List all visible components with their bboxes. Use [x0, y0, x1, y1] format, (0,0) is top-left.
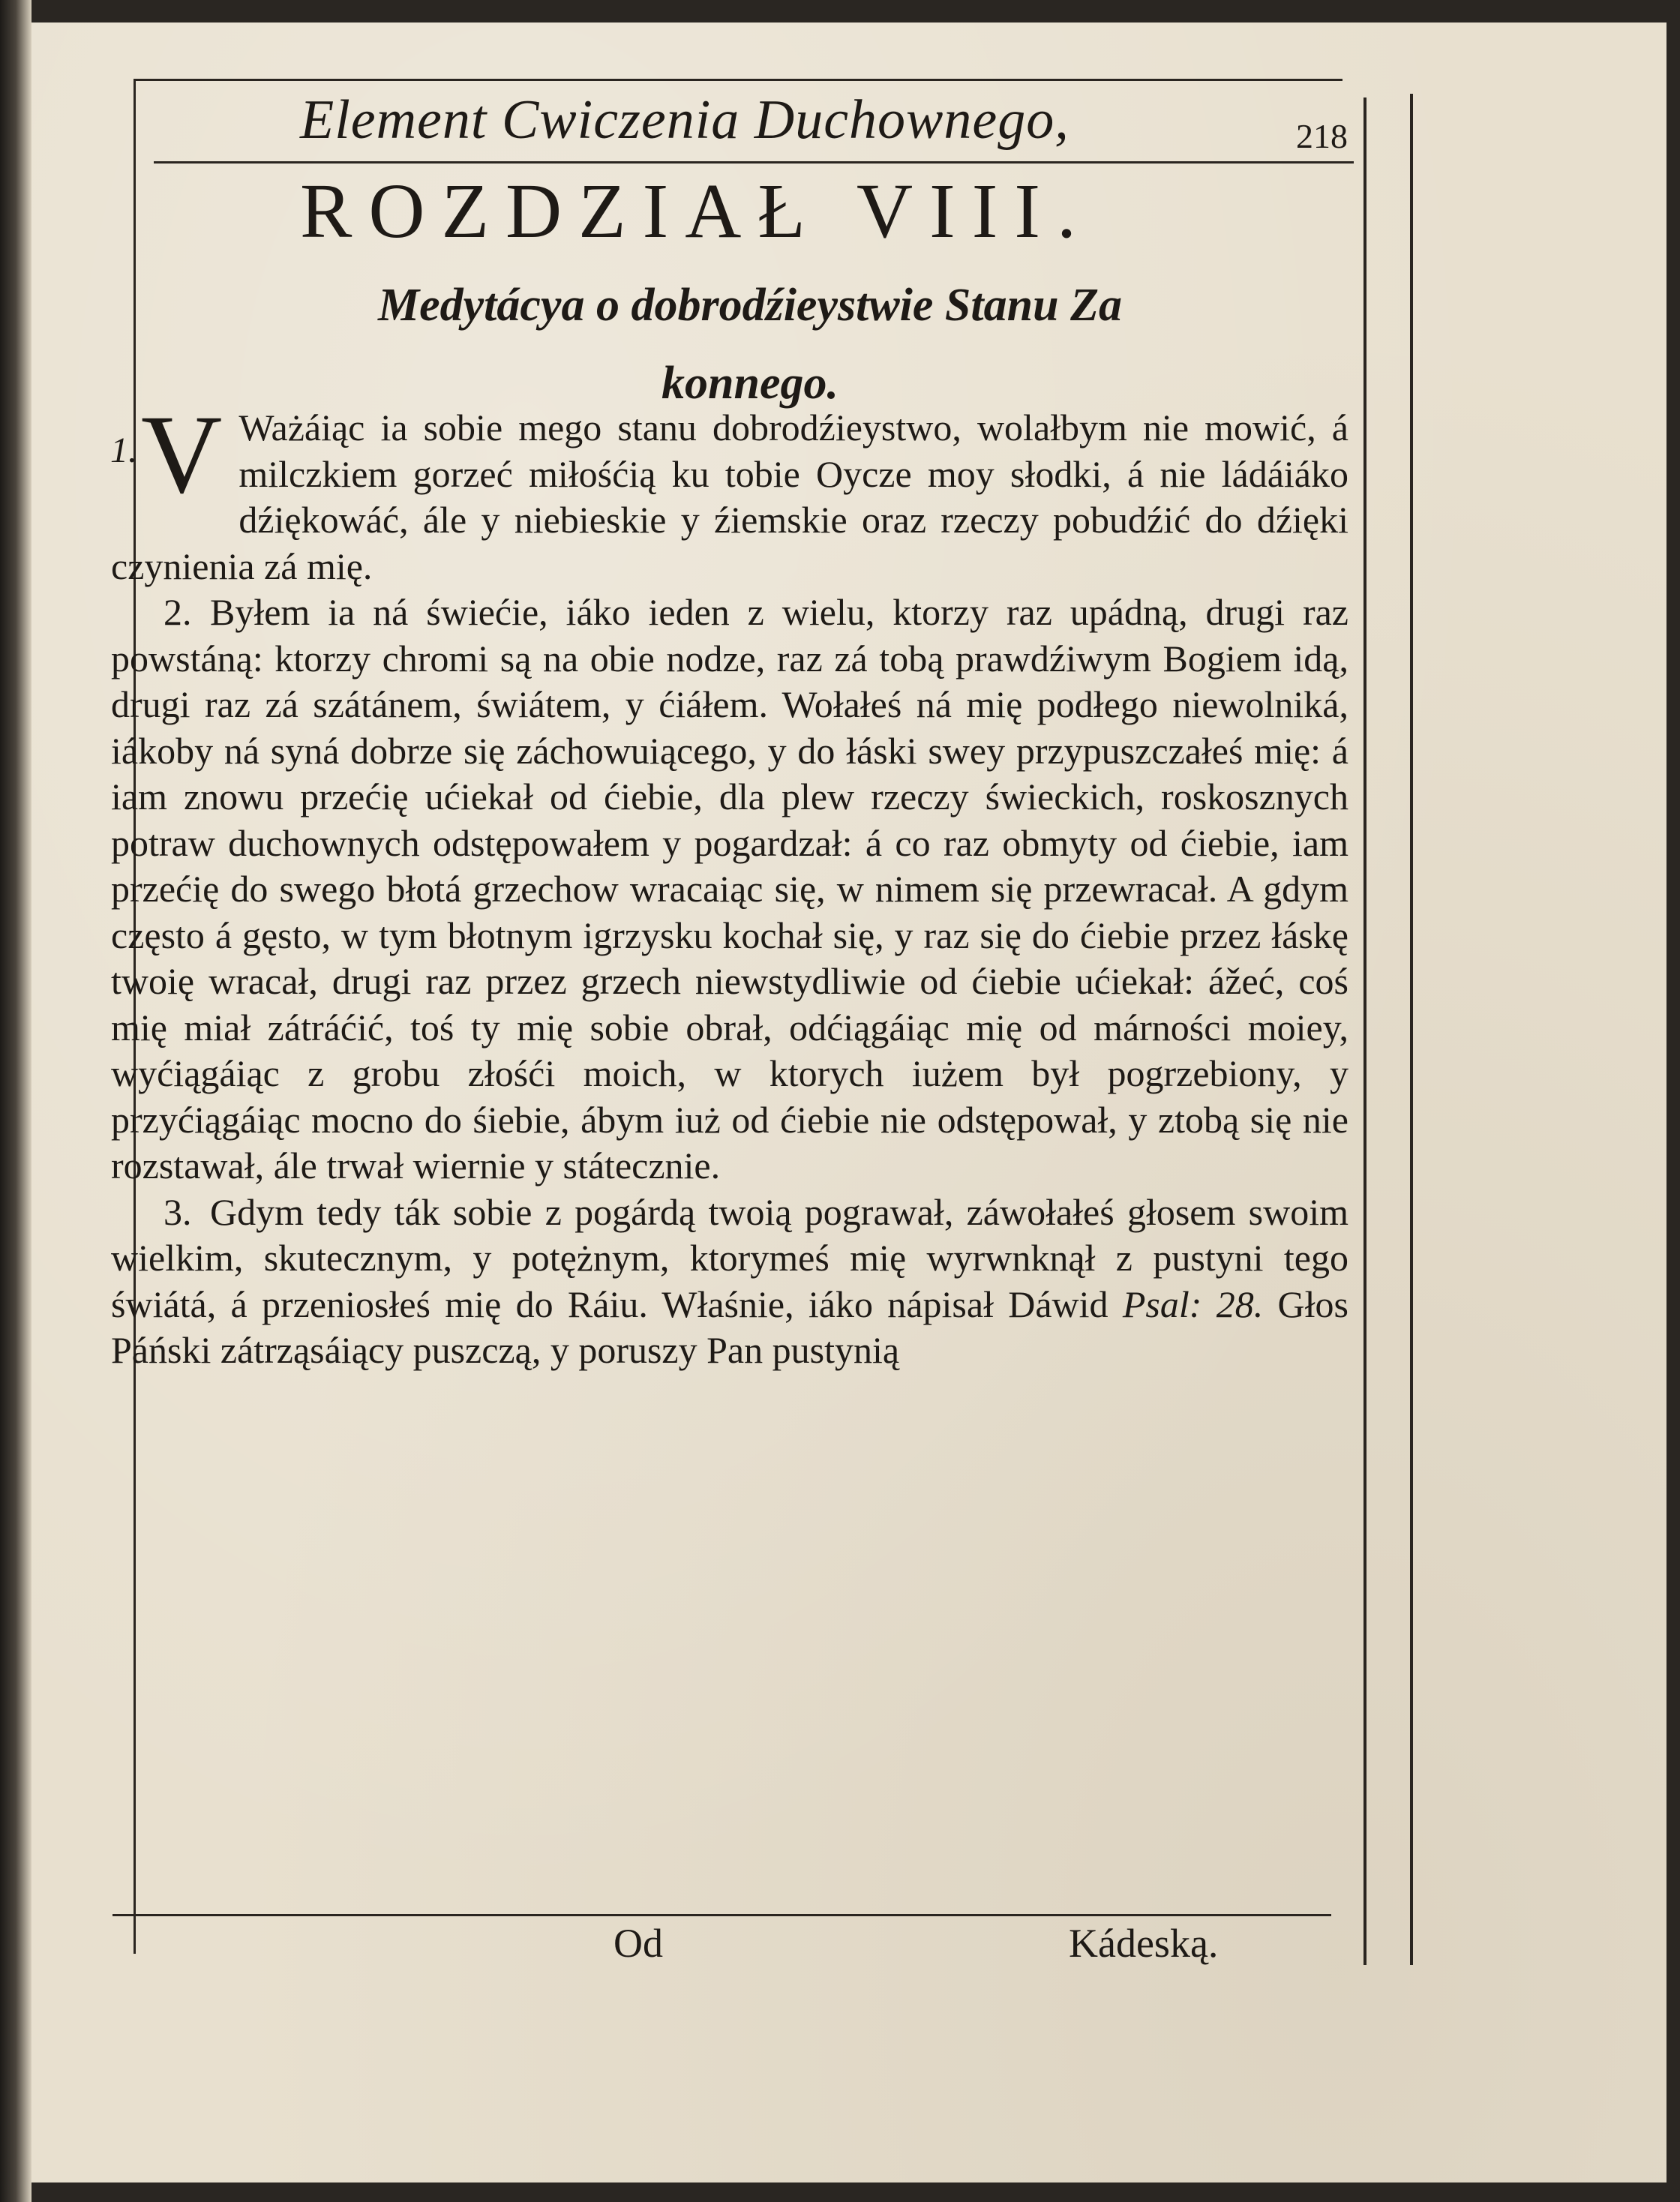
paragraph-3 [111, 1190, 1348, 1374]
chapter-subtitle [225, 266, 1275, 422]
paragraph-3-text: Gdym tedy ták sobie z pogárdą twoią pograwał, záwołałeś głosem swoim wielkim, skutecznym, y potężnym, ktorymeś mię wyrwnknął z pustyni tego świátá, á przeniosłeś mię do Ráiu. Właśnie, iáko nápisał Dáwid [111, 1190, 1348, 1325]
catchword-right: Kádeską. [1069, 1921, 1219, 1966]
frame-rule-right-outer [1410, 94, 1413, 1965]
header-rule [154, 161, 1354, 164]
frame-rule-top [135, 79, 1342, 81]
paragraph-2 [111, 590, 1348, 1190]
paragraph-1-text: Ważáiąc ia sobie mego stanu dobrodźieystwo, wolałbym nie mowić, á milczkiem gorzeć miłośćią ku tobie Oycze moy słodki, á nie ládáiáko dźiękowáć, ále y niebieskie y źiemskie oraz rzeczy pobudźić do dźięki czynienia zá mię. [111, 406, 1348, 587]
subtitle-line-1: Medytácya o dobrodźieystwie Stanu Za [378, 280, 1122, 331]
running-head: Element Cwiczenia Duchownego, [300, 89, 1070, 151]
frame-rule-right [1364, 98, 1366, 1965]
paragraph-1 [111, 392, 1348, 590]
body-text [110, 392, 1349, 1374]
drop-cap: V [141, 392, 223, 517]
catchword-left: Od [614, 1921, 663, 1966]
psalm-reference: Psal: 28. [1122, 1282, 1264, 1325]
paragraph-3-text-continued: Głos Páński zátrząsáiący puszczą, y poruszy Pan pustynią [111, 1282, 1349, 1371]
paragraph-1-number: 1. [110, 430, 137, 470]
subtitle-line-2: konnego. [662, 358, 838, 409]
paragraph-2-text: Byłem ia ná świećie, iáko ieden z wielu, ktorzy raz upádną, drugi raz powstáną: ktorzy chromi są na obie nodze, raz zá tobą prawdźiwym Bogiem idą, drugi raz zá szátánem, świátem, y ćiáłem. Wołałeś ná mię podłego niewolniká, iákoby ná syná dobrze się záchowuiącego, y do łáski swey przypuszczałeś mię: á iam znowu przećię ućiekał od ćiebie, dla plew rzeczy świeckich, roskosznych potraw duchownych odstępowałem y pogardzał: á co raz obmyty od ćiebie, iam przećię do swego błotá grzechow wracaiąc się, w nimem się przewracał. A gdym często á gęsto, w tym błotnym igrzysku kochał się, y raz się do ćiebie przez łáskę twoię wracał, drugi raz przez grzech niewstydliwie od ćiebie ućiekał: ážeć, coś mię miał zátráćić, toś ty mię sobie obrał, odćiągáiąc mię od márności moiey, wyćiągáiąc z grobu złośći moich, w ktorych iużem był pogrzebiony, y przyćiągáiąc mocno do śiebie, ábym iuż od ćiebie nie odstępował, y ztobą się nie rozstawał, ále trwał wiernie y státecznie. [111, 591, 1348, 1186]
chapter-heading: ROZDZIAŁ VIII. [300, 168, 1094, 254]
paragraph-2-number: 2. [164, 591, 192, 633]
book-gutter [0, 0, 32, 2202]
page-number: 218 [1296, 117, 1348, 155]
footer-rule [112, 1914, 1331, 1916]
paragraph-3-number: 3. [164, 1190, 192, 1233]
